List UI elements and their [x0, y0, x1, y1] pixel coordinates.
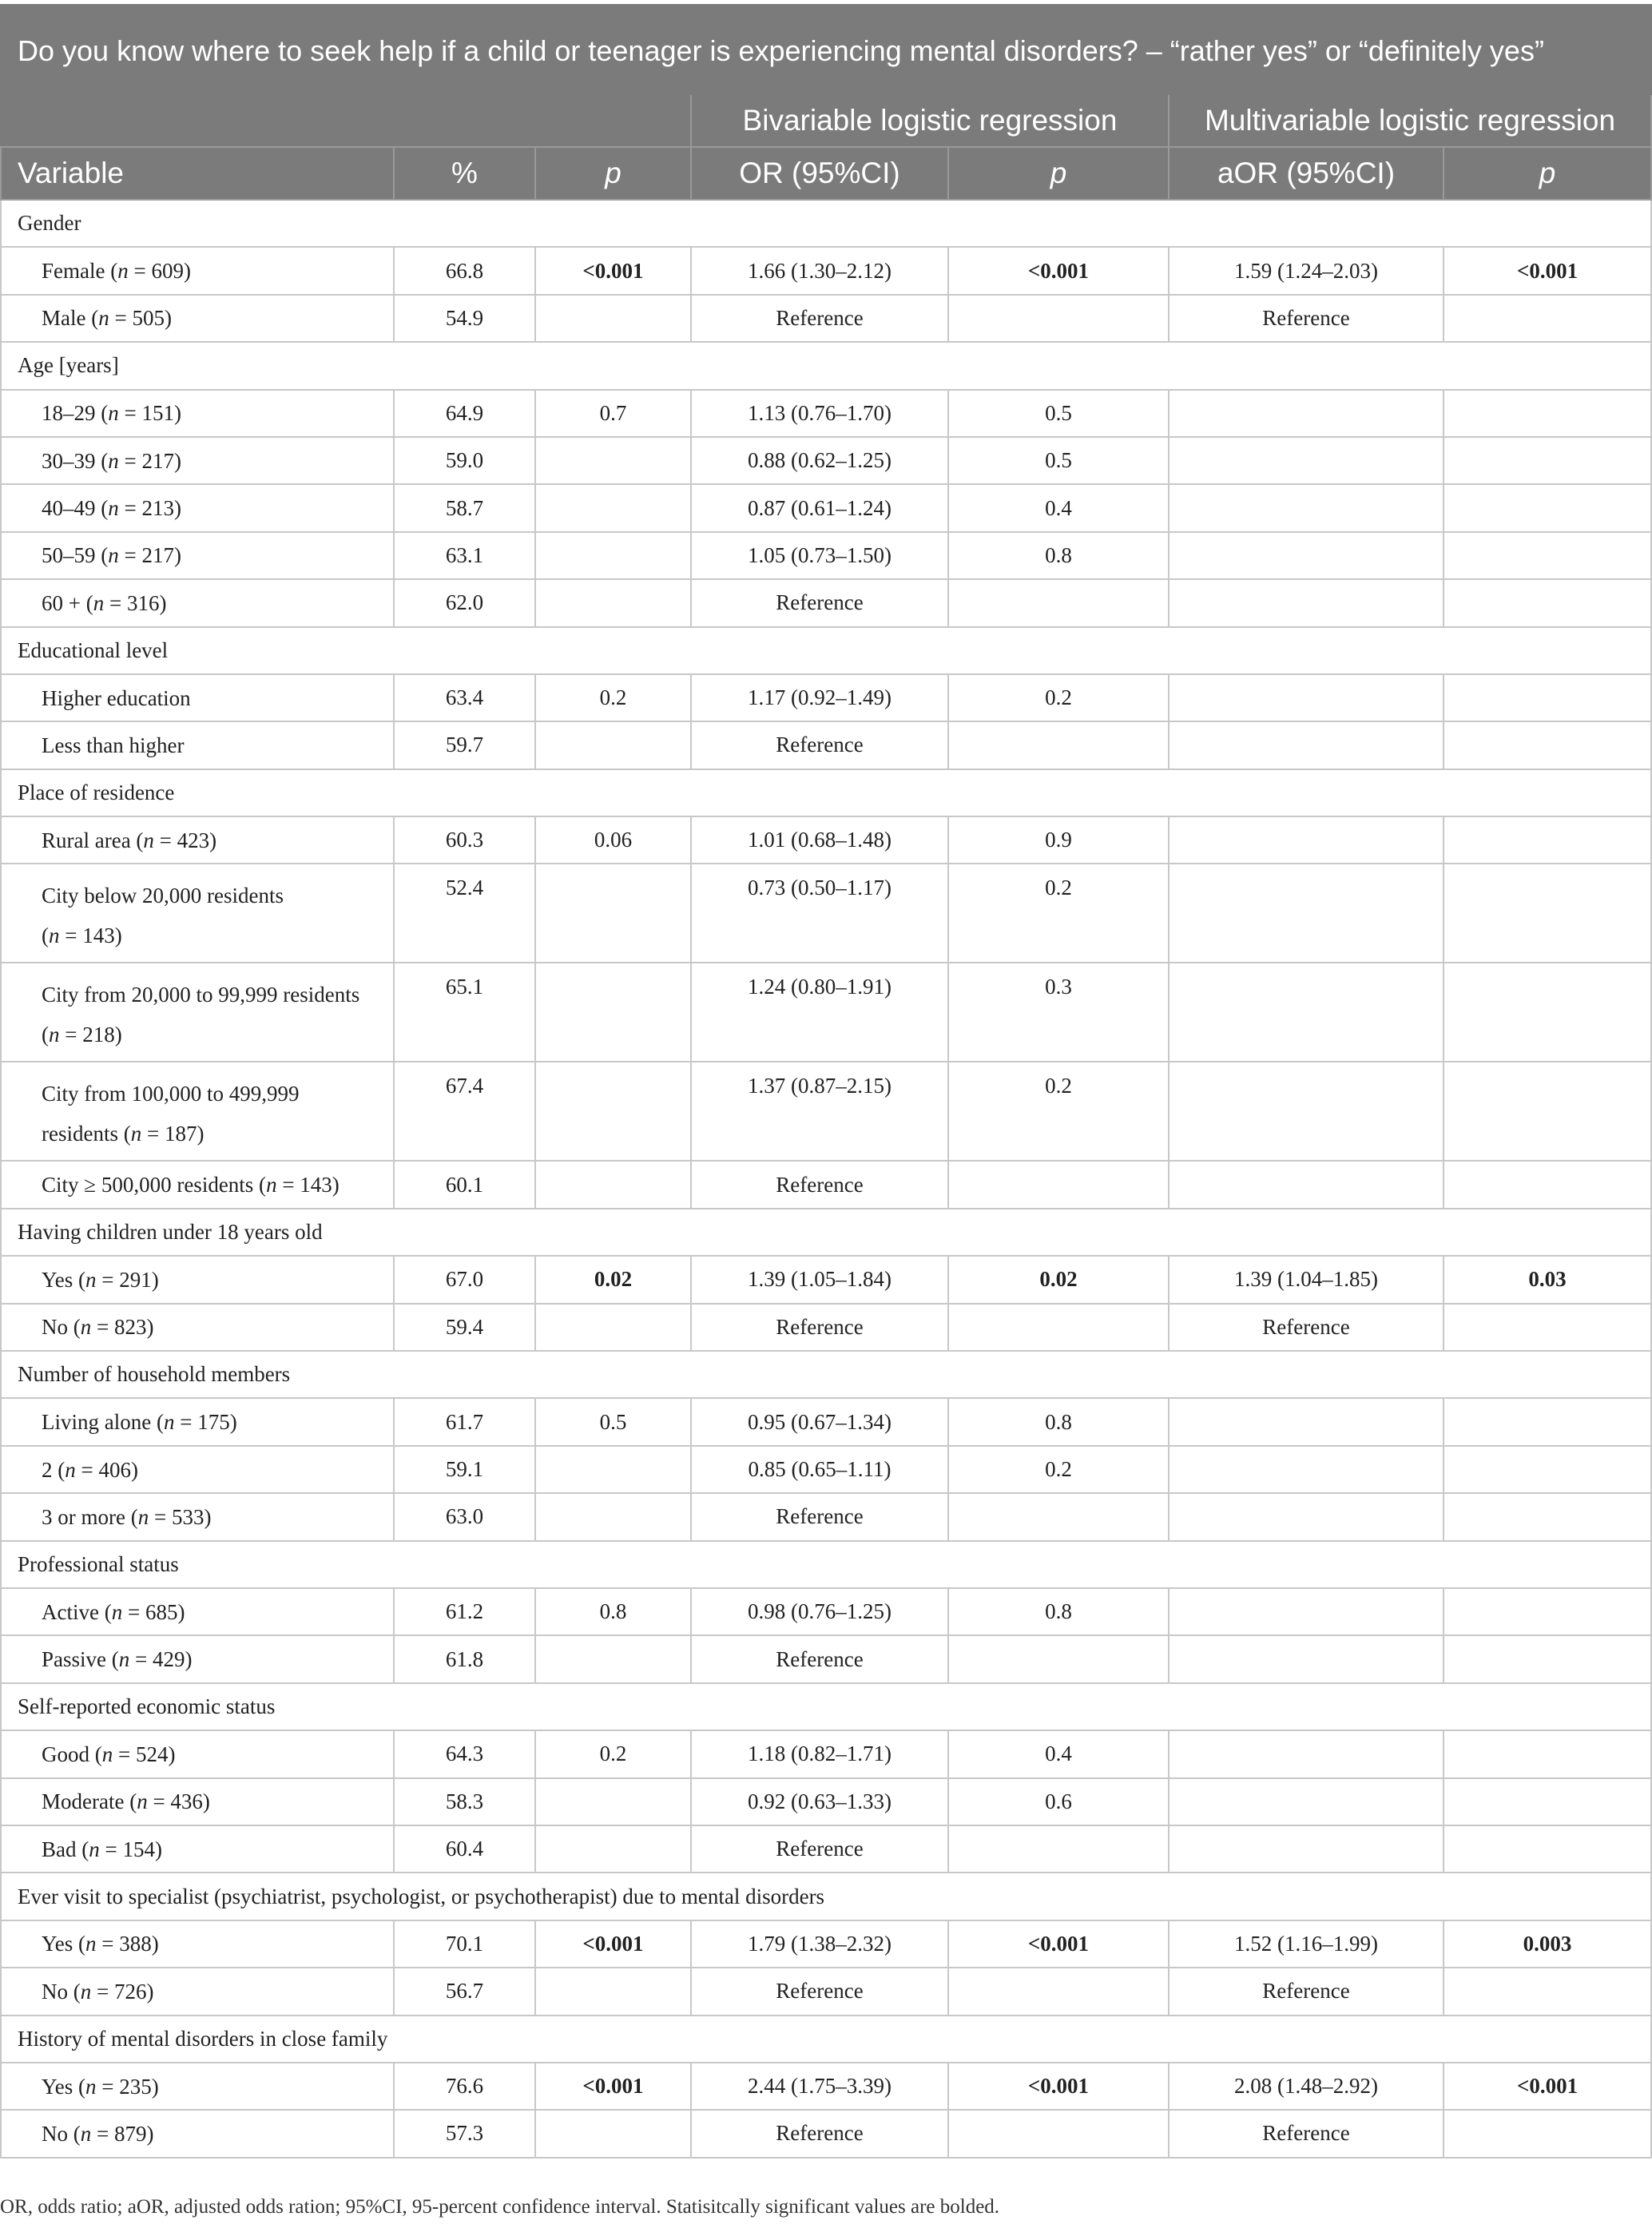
cell-or-p: 0.8: [948, 1398, 1169, 1445]
table-row: [1, 721, 1651, 768]
cell-aor: Reference: [1169, 295, 1444, 342]
category-label: Age [years]: [1, 342, 1651, 389]
cell-p: 0.2: [535, 674, 691, 721]
col-header-or: OR (95%CI): [691, 147, 948, 200]
cell-aor-p: [1444, 1062, 1651, 1161]
cell-aor: [1169, 1062, 1444, 1161]
group-header-bivariable: Bivariable logistic regression: [691, 94, 1169, 147]
cell-p: 0.02: [535, 1256, 691, 1303]
cell-or: Reference: [691, 1635, 948, 1682]
cell-aor-p: [1444, 1635, 1651, 1682]
row-label: 30–39 (n = 217): [1, 437, 394, 484]
cell-aor-p: [1444, 1778, 1651, 1825]
cell-aor: [1169, 674, 1444, 721]
row-label: City ≥ 500,000 residents (n = 143): [1, 1161, 394, 1208]
table-row: [1, 247, 1651, 294]
table-row: [1, 484, 1651, 531]
cell-or: 1.17 (0.92–1.49): [691, 674, 948, 721]
results-table: [0, 4, 1652, 2159]
cell-or-p: <0.001: [948, 1920, 1169, 1968]
cell-or-p: 0.02: [948, 1256, 1169, 1303]
category-row: [1, 769, 1651, 816]
cell-aor-p: [1444, 579, 1651, 626]
cell-aor: [1169, 816, 1444, 864]
cell-p: [535, 1778, 691, 1825]
row-label: No (n = 726): [1, 1968, 394, 2015]
category-row: [1, 1209, 1651, 1256]
table-title: Do you know where to seek help if a child or teenager is experiencing mental disorders? – “rather yes” or “definitely yes”: [1, 5, 1651, 94]
table-row: [1, 1920, 1651, 1968]
cell-aor-p: [1444, 2110, 1651, 2157]
cell-p: [535, 1304, 691, 1351]
row-label: No (n = 823): [1, 1304, 394, 1351]
row-label: Higher education: [1, 674, 394, 721]
table-row: [1, 674, 1651, 721]
cell-or: 0.88 (0.62–1.25): [691, 437, 948, 484]
cell-percent: 76.6: [394, 2063, 535, 2110]
cell-or: Reference: [691, 1304, 948, 1351]
cell-or: Reference: [691, 579, 948, 626]
cell-aor: 1.59 (1.24–2.03): [1169, 247, 1444, 294]
cell-or: Reference: [691, 1825, 948, 1873]
cell-percent: 56.7: [394, 1968, 535, 2015]
cell-aor: [1169, 1825, 1444, 1873]
cell-aor-p: [1444, 674, 1651, 721]
cell-or-p: 0.2: [948, 1062, 1169, 1161]
cell-percent: 70.1: [394, 1920, 535, 1968]
cell-aor-p: [1444, 864, 1651, 963]
cell-percent: 64.9: [394, 390, 535, 437]
row-label: 2 (n = 406): [1, 1446, 394, 1493]
table-row: [1, 1304, 1651, 1351]
cell-or-p: [948, 1635, 1169, 1682]
cell-aor: [1169, 532, 1444, 579]
cell-p: [535, 437, 691, 484]
cell-percent: 60.1: [394, 1161, 535, 1208]
row-label: Moderate (n = 436): [1, 1778, 394, 1825]
row-label: No (n = 879): [1, 2110, 394, 2157]
category-row: [1, 342, 1651, 389]
cell-or-p: 0.3: [948, 963, 1169, 1062]
cell-aor-p: <0.001: [1444, 247, 1651, 294]
cell-percent: 61.8: [394, 1635, 535, 1682]
cell-or-p: [948, 2110, 1169, 2157]
cell-p: 0.5: [535, 1398, 691, 1445]
cell-p: [535, 721, 691, 768]
cell-or-p: 0.9: [948, 816, 1169, 864]
cell-or: 1.13 (0.76–1.70): [691, 390, 948, 437]
cell-p: [535, 1968, 691, 2015]
cell-aor: [1169, 579, 1444, 626]
table-footnote: OR, odds ratio; aOR, adjusted odds ration; 95%CI, 95-percent confidence interval. Statisitcally significant values are bolded.: [0, 2196, 1000, 2218]
cell-or: 1.24 (0.80–1.91): [691, 963, 948, 1062]
cell-percent: 63.4: [394, 674, 535, 721]
cell-p: 0.8: [535, 1588, 691, 1635]
cell-aor: [1169, 484, 1444, 531]
cell-p: [535, 864, 691, 963]
row-label: Rural area (n = 423): [1, 816, 394, 864]
cell-or-p: 0.4: [948, 484, 1169, 531]
row-label: 40–49 (n = 213): [1, 484, 394, 531]
cell-percent: 59.0: [394, 437, 535, 484]
cell-p: [535, 1825, 691, 1873]
cell-percent: 61.2: [394, 1588, 535, 1635]
cell-or-p: [948, 1968, 1169, 2015]
cell-percent: 67.0: [394, 1256, 535, 1303]
col-header-aor: aOR (95%CI): [1169, 147, 1444, 200]
table-row: [1, 1778, 1651, 1825]
table-row: [1, 1062, 1651, 1161]
cell-or: 0.95 (0.67–1.34): [691, 1398, 948, 1445]
cell-aor: [1169, 1446, 1444, 1493]
table-row: [1, 437, 1651, 484]
cell-or-p: [948, 1161, 1169, 1208]
category-row: [1, 1873, 1651, 1920]
cell-percent: 60.3: [394, 816, 535, 864]
row-label: Male (n = 505): [1, 295, 394, 342]
cell-aor-p: [1444, 1446, 1651, 1493]
cell-aor: [1169, 1635, 1444, 1682]
cell-p: <0.001: [535, 1920, 691, 1968]
row-label: Yes (n = 291): [1, 1256, 394, 1303]
cell-or: 1.05 (0.73–1.50): [691, 532, 948, 579]
cell-percent: 63.0: [394, 1493, 535, 1540]
row-label: City below 20,000 residents (n = 143): [1, 864, 394, 963]
category-row: [1, 200, 1651, 247]
cell-percent: 67.4: [394, 1062, 535, 1161]
cell-percent: 65.1: [394, 963, 535, 1062]
cell-or-p: [948, 1493, 1169, 1540]
cell-p: [535, 1062, 691, 1161]
cell-or: 1.18 (0.82–1.71): [691, 1730, 948, 1777]
cell-aor: [1169, 963, 1444, 1062]
cell-or: 0.92 (0.63–1.33): [691, 1778, 948, 1825]
table-row: [1, 1256, 1651, 1303]
cell-or: Reference: [691, 1493, 948, 1540]
cell-aor-p: [1444, 1304, 1651, 1351]
cell-aor-p: [1444, 532, 1651, 579]
cell-p: [535, 1493, 691, 1540]
cell-p: 0.06: [535, 816, 691, 864]
cell-or-p: 0.2: [948, 864, 1169, 963]
category-label: History of mental disorders in close family: [1, 2016, 1651, 2063]
cell-aor: Reference: [1169, 1304, 1444, 1351]
row-label: Yes (n = 235): [1, 2063, 394, 2110]
cell-aor: [1169, 1730, 1444, 1777]
cell-p: 0.7: [535, 390, 691, 437]
cell-aor: [1169, 390, 1444, 437]
row-label: Passive (n = 429): [1, 1635, 394, 1682]
cell-p: 0.2: [535, 1730, 691, 1777]
cell-or-p: [948, 579, 1169, 626]
row-label: City from 100,000 to 499,999 residents (n = 187): [1, 1062, 394, 1161]
cell-percent: 63.1: [394, 532, 535, 579]
cell-aor-p: 0.003: [1444, 1920, 1651, 1968]
cell-p: [535, 963, 691, 1062]
cell-aor-p: [1444, 1161, 1651, 1208]
row-label: 60 + (n = 316): [1, 579, 394, 626]
cell-or: 0.73 (0.50–1.17): [691, 864, 948, 963]
cell-or-p: 0.2: [948, 674, 1169, 721]
column-header-row: [1, 147, 1651, 200]
cell-or-p: 0.8: [948, 532, 1169, 579]
cell-aor: 1.52 (1.16–1.99): [1169, 1920, 1444, 1968]
row-label: City from 20,000 to 99,999 residents (n = 218): [1, 963, 394, 1062]
cell-percent: 66.8: [394, 247, 535, 294]
cell-p: <0.001: [535, 2063, 691, 2110]
cell-percent: 64.3: [394, 1730, 535, 1777]
cell-aor-p: [1444, 1968, 1651, 2015]
table-container: [0, 4, 1652, 2159]
cell-p: [535, 1161, 691, 1208]
table-row: [1, 2063, 1651, 2110]
col-header-aor-p: p: [1444, 147, 1651, 200]
cell-or-p: 0.6: [948, 1778, 1169, 1825]
row-label: 3 or more (n = 533): [1, 1493, 394, 1540]
cell-aor-p: <0.001: [1444, 2063, 1651, 2110]
cell-percent: 59.4: [394, 1304, 535, 1351]
cell-aor-p: [1444, 1493, 1651, 1540]
category-row: [1, 627, 1651, 674]
group-header-multivariable: Multivariable logistic regression: [1169, 94, 1651, 147]
cell-aor-p: [1444, 1730, 1651, 1777]
cell-aor: [1169, 721, 1444, 768]
cell-or: 1.39 (1.05–1.84): [691, 1256, 948, 1303]
table-row: [1, 1588, 1651, 1635]
cell-aor-p: [1444, 963, 1651, 1062]
cell-or-p: 0.2: [948, 1446, 1169, 1493]
cell-aor: [1169, 437, 1444, 484]
table-row: [1, 963, 1651, 1062]
category-label: Number of household members: [1, 1351, 1651, 1398]
cell-p: <0.001: [535, 247, 691, 294]
cell-p: [535, 295, 691, 342]
table-row: [1, 1730, 1651, 1777]
cell-aor-p: [1444, 721, 1651, 768]
cell-or-p: <0.001: [948, 2063, 1169, 2110]
cell-or-p: [948, 721, 1169, 768]
category-label: Educational level: [1, 627, 1651, 674]
cell-aor-p: [1444, 295, 1651, 342]
cell-percent: 60.4: [394, 1825, 535, 1873]
cell-or: Reference: [691, 721, 948, 768]
cell-aor: 2.08 (1.48–2.92): [1169, 2063, 1444, 2110]
table-row: [1, 1968, 1651, 2015]
table-row: [1, 1635, 1651, 1682]
cell-or: 1.79 (1.38–2.32): [691, 1920, 948, 1968]
cell-or: Reference: [691, 1161, 948, 1208]
cell-percent: 59.1: [394, 1446, 535, 1493]
cell-aor-p: [1444, 816, 1651, 864]
cell-aor: 1.39 (1.04–1.85): [1169, 1256, 1444, 1303]
table-title-row: [1, 5, 1651, 94]
category-label: Professional status: [1, 1541, 1651, 1588]
cell-or: 0.87 (0.61–1.24): [691, 484, 948, 531]
cell-or: 1.66 (1.30–2.12): [691, 247, 948, 294]
table-row: [1, 816, 1651, 864]
cell-or-p: 0.8: [948, 1588, 1169, 1635]
table-row: [1, 532, 1651, 579]
group-header-row: [1, 94, 1651, 147]
col-header-or-p: p: [948, 147, 1169, 200]
category-label: Gender: [1, 200, 1651, 247]
cell-aor: [1169, 864, 1444, 963]
col-header-variable: Variable: [1, 147, 394, 200]
cell-or: 1.01 (0.68–1.48): [691, 816, 948, 864]
cell-or: 0.85 (0.65–1.11): [691, 1446, 948, 1493]
cell-aor: Reference: [1169, 1968, 1444, 2015]
table-row: [1, 390, 1651, 437]
table-row: [1, 1825, 1651, 1873]
cell-or: Reference: [691, 295, 948, 342]
category-row: [1, 1351, 1651, 1398]
cell-percent: 62.0: [394, 579, 535, 626]
cell-percent: 58.3: [394, 1778, 535, 1825]
cell-aor-p: [1444, 484, 1651, 531]
cell-or-p: [948, 1304, 1169, 1351]
cell-aor-p: [1444, 1588, 1651, 1635]
category-row: [1, 1683, 1651, 1730]
cell-aor-p: 0.03: [1444, 1256, 1651, 1303]
cell-p: [535, 532, 691, 579]
cell-aor-p: [1444, 1398, 1651, 1445]
cell-or: 0.98 (0.76–1.25): [691, 1588, 948, 1635]
cell-aor: [1169, 1161, 1444, 1208]
cell-or-p: [948, 1825, 1169, 1873]
cell-p: [535, 579, 691, 626]
cell-or: 1.37 (0.87–2.15): [691, 1062, 948, 1161]
cell-aor: Reference: [1169, 2110, 1444, 2157]
cell-or-p: <0.001: [948, 247, 1169, 294]
cell-aor-p: [1444, 390, 1651, 437]
category-row: [1, 1541, 1651, 1588]
row-label: Bad (n = 154): [1, 1825, 394, 1873]
cell-or-p: 0.5: [948, 390, 1169, 437]
table-row: [1, 2110, 1651, 2157]
cell-p: [535, 1635, 691, 1682]
table-row: [1, 864, 1651, 963]
table-row: [1, 1398, 1651, 1445]
cell-or-p: 0.4: [948, 1730, 1169, 1777]
cell-percent: 52.4: [394, 864, 535, 963]
cell-or: 2.44 (1.75–3.39): [691, 2063, 948, 2110]
cell-aor-p: [1444, 437, 1651, 484]
cell-or: Reference: [691, 1968, 948, 2015]
table-row: [1, 579, 1651, 626]
cell-percent: 58.7: [394, 484, 535, 531]
table-row: [1, 1446, 1651, 1493]
cell-aor: [1169, 1778, 1444, 1825]
row-label: Less than higher: [1, 721, 394, 768]
category-label: Place of residence: [1, 769, 1651, 816]
cell-percent: 61.7: [394, 1398, 535, 1445]
cell-or-p: 0.5: [948, 437, 1169, 484]
cell-aor: [1169, 1493, 1444, 1540]
cell-p: [535, 2110, 691, 2157]
cell-aor: [1169, 1398, 1444, 1445]
row-label: Active (n = 685): [1, 1588, 394, 1635]
cell-or: Reference: [691, 2110, 948, 2157]
row-label: Living alone (n = 175): [1, 1398, 394, 1445]
table-row: [1, 295, 1651, 342]
category-label: Having children under 18 years old: [1, 1209, 1651, 1256]
row-label: 50–59 (n = 217): [1, 532, 394, 579]
cell-aor: [1169, 1588, 1444, 1635]
group-header-blank: [1, 94, 691, 147]
table-row: [1, 1493, 1651, 1540]
cell-or-p: [948, 295, 1169, 342]
row-label: Good (n = 524): [1, 1730, 394, 1777]
row-label: Female (n = 609): [1, 247, 394, 294]
cell-p: [535, 1446, 691, 1493]
table-row: [1, 1161, 1651, 1208]
col-header-p: p: [535, 147, 691, 200]
row-label: Yes (n = 388): [1, 1920, 394, 1968]
cell-percent: 54.9: [394, 295, 535, 342]
cell-p: [535, 484, 691, 531]
category-label: Ever visit to specialist (psychiatrist, psychologist, or psychotherapist) due to mental disorders: [1, 1873, 1651, 1920]
col-header-percent: %: [394, 147, 535, 200]
category-row: [1, 2016, 1651, 2063]
row-label: 18–29 (n = 151): [1, 390, 394, 437]
category-label: Self-reported economic status: [1, 1683, 1651, 1730]
cell-percent: 57.3: [394, 2110, 535, 2157]
cell-percent: 59.7: [394, 721, 535, 768]
cell-aor-p: [1444, 1825, 1651, 1873]
